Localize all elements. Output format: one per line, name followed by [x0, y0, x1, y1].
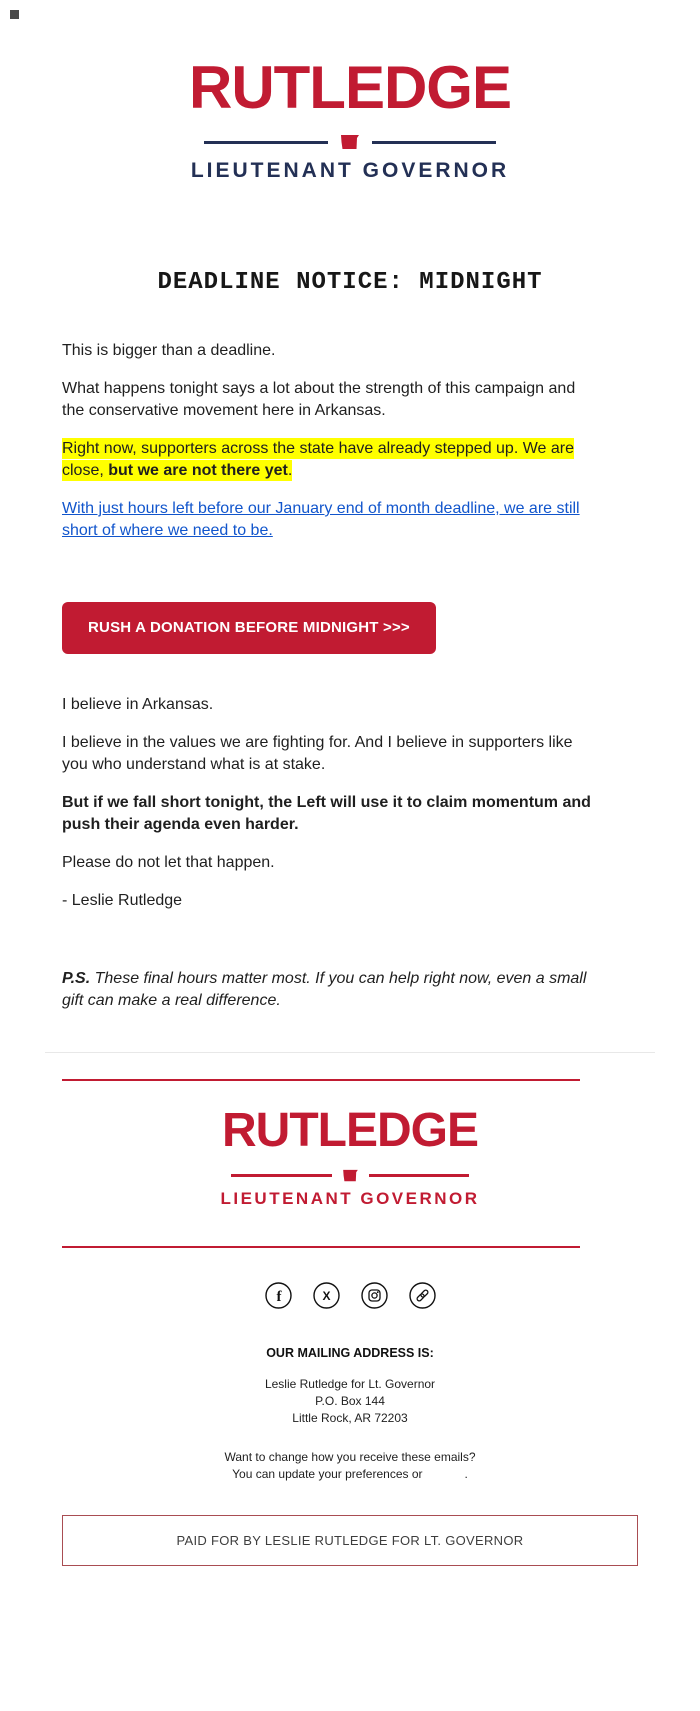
deadline-headline: DEADLINE NOTICE: MIDNIGHT: [157, 269, 543, 296]
corner-artifact: [10, 10, 19, 19]
footer-logo-divider: [231, 1169, 469, 1182]
donate-button[interactable]: RUSH A DONATION BEFORE MIDNIGHT >>>: [62, 602, 436, 654]
mailing-address: [0, 1376, 700, 1427]
address-line-3: Little Rock, AR 72203: [292, 1411, 408, 1425]
preferences-text: [0, 1449, 700, 1483]
paragraph-believe-arkansas: I believe in Arkansas.: [62, 696, 214, 713]
header-logo-divider: [204, 134, 496, 150]
paragraph-intro: This is bigger than a deadline.: [62, 342, 276, 359]
paragraph-stakes: What happens tonight says a lot about the strength of this campaign and the conservative movement here in Arkansas.: [62, 380, 576, 419]
prefs-line-2-text[interactable]: You can update your preferences or: [232, 1467, 423, 1481]
deadline-link[interactable]: With just hours left before our January end of month deadline, we are still short of where we need to be.: [62, 500, 580, 539]
paragraph-believe-values: I believe in the values we are fighting for. And I believe in supporters like you who understand what is at stake.: [62, 734, 573, 773]
header-logo: [0, 0, 700, 182]
paragraph-plea: Please do not let that happen.: [62, 854, 275, 871]
x-icon[interactable]: [313, 1282, 340, 1309]
arkansas-state-icon: [342, 1169, 359, 1182]
highlight-text-normal: Right now, supporters across the state have already stepped up. We are close,: [62, 440, 574, 479]
instagram-icon[interactable]: [361, 1282, 388, 1309]
footer-logo-subtitle: LIEUTENANT GOVERNOR: [220, 1189, 480, 1208]
header-logo-name: RUTLEDGE: [189, 54, 511, 121]
footer-red-rule-top: [62, 1079, 580, 1081]
address-line-2: P.O. Box 144: [315, 1394, 385, 1408]
highlight-text-bold: but we are not there yet: [108, 462, 288, 479]
footer-logo-name: RUTLEDGE: [222, 1104, 478, 1157]
svg-text:f: f: [276, 1289, 281, 1305]
prefs-line-1: Want to change how you receive these emails?: [224, 1450, 476, 1464]
ps-paragraph: [62, 968, 597, 1012]
paid-for-disclaimer: [62, 1515, 638, 1566]
svg-text:X: X: [321, 1289, 331, 1303]
email-body: [62, 340, 597, 1012]
highlighted-text: [62, 438, 574, 481]
paid-for-text: PAID FOR BY LESLIE RUTLEDGE FOR LT. GOVERNOR: [176, 1533, 524, 1548]
divider-line-left: [204, 141, 328, 144]
address-line-1: Leslie Rutledge for Lt. Governor: [264, 1377, 436, 1391]
social-links: [0, 1282, 700, 1309]
highlight-text-end: .: [287, 462, 293, 479]
signature: - Leslie Rutledge: [62, 892, 183, 909]
header-logo-subtitle: LIEUTENANT GOVERNOR: [190, 159, 510, 182]
arkansas-state-icon: [340, 134, 360, 150]
footer-light-divider: [45, 1052, 655, 1053]
divider-line-right: [372, 141, 496, 144]
divider-line-left: [231, 1174, 332, 1177]
facebook-icon[interactable]: [265, 1282, 292, 1309]
prefs-period: .: [464, 1467, 468, 1481]
divider-line-right: [369, 1174, 470, 1177]
footer-logo: [0, 1104, 700, 1208]
link-paragraph: [62, 498, 597, 542]
ps-text: These final hours matter most. If you can help right now, even a small gift can make a real difference.: [62, 970, 587, 1009]
paragraph-fall-short: But if we fall short tonight, the Left will use it to claim momentum and push their agenda even harder.: [62, 794, 591, 833]
link-icon[interactable]: [409, 1282, 436, 1309]
ps-label: P.S.: [62, 970, 91, 987]
highlight-paragraph: [62, 438, 597, 482]
footer-red-rule-bottom: [62, 1246, 580, 1248]
mailing-address-label: OUR MAILING ADDRESS IS:: [266, 1346, 434, 1360]
prefs-line-2: [0, 1466, 700, 1483]
